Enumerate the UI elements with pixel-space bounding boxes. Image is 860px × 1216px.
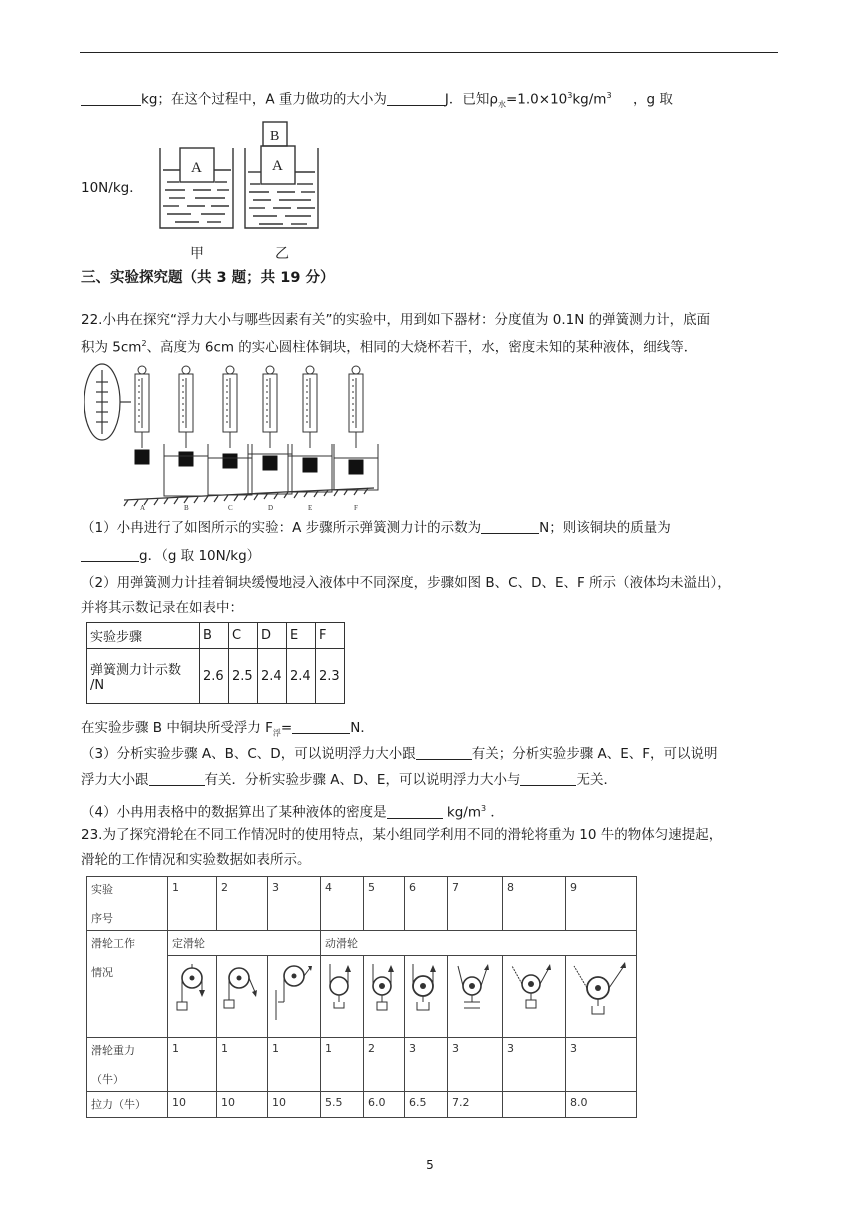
table-cell: 6.5: [405, 1092, 448, 1118]
pulley-icon: [409, 960, 439, 1030]
pulley-diagram-cell: [217, 956, 268, 1038]
table-row: [87, 649, 345, 704]
pulley-diagram-cell: [448, 956, 503, 1038]
block-a-label: A: [191, 160, 202, 176]
step-label: C: [228, 504, 233, 512]
answer-blank: [292, 719, 350, 734]
pulley-diagram-cell: [364, 956, 405, 1038]
section-heading: 三、实验探究题（共 3 题；共 19 分）: [81, 270, 335, 286]
caption-jia: 甲: [190, 247, 204, 262]
spring-scale: [164, 366, 208, 496]
spring-scale: [135, 366, 149, 464]
table-cell: 动滑轮: [321, 931, 637, 956]
table-row: [87, 1092, 637, 1118]
table-cell: 3: [448, 1038, 503, 1092]
table-cell: 2.4: [287, 649, 316, 704]
pulley-icon: [507, 960, 555, 1030]
table-cell: 5: [364, 877, 405, 931]
q23-intro-line1: 23.为了探究滑轮在不同工作情况时的使用特点，某小组同学利用不同的滑轮将重为 10 牛的物体匀速提起，: [81, 827, 723, 843]
pulley-icon: [570, 960, 628, 1030]
table-row: [87, 956, 637, 1038]
step-label: D: [268, 504, 274, 512]
table-cell: 5.5: [321, 1092, 364, 1118]
pulley-diagram-cell: [321, 956, 364, 1038]
q22-p3-line2: 浮力大小跟 有关．分析实验步骤 A、D、E，可以说明浮力大小与 无关．: [81, 772, 617, 788]
table-header-cell: 弹簧测力计示数 /N: [87, 649, 200, 704]
table-cell: 7.2: [448, 1092, 503, 1118]
q22-data-table: [86, 622, 345, 704]
table-cell: 1: [217, 1038, 268, 1092]
table-cell: 4: [321, 877, 364, 931]
table-row: [87, 623, 345, 649]
pulley-icon: [172, 960, 208, 1030]
table-cell: [503, 1092, 566, 1118]
pulley-icon: [368, 960, 398, 1030]
answer-blank: [387, 91, 445, 106]
step-label: E: [308, 504, 313, 512]
table-cell: E: [287, 623, 316, 649]
answer-blank: [481, 519, 539, 534]
q22-intro-line1: 22.小冉在探究“浮力大小与哪些因素有关”的实验中，用到如下器材：分度值为 0.1N 的弹簧测力计，底面: [81, 312, 711, 328]
q23-intro-line2: 滑轮的工作情况和实验数据如表所示。: [81, 852, 311, 868]
table-header-cell: 实验 序号: [87, 877, 168, 931]
block-a2-label: A: [272, 158, 283, 174]
table-cell: 2: [364, 1038, 405, 1092]
answer-blank: [81, 547, 139, 562]
table-cell: 2: [217, 877, 268, 931]
caption-yi: 乙: [275, 247, 289, 262]
answer-blank: [81, 91, 141, 106]
table-cell: 2.3: [316, 649, 345, 704]
table-cell: 3: [503, 1038, 566, 1092]
table-cell: 8.0: [566, 1092, 637, 1118]
q21-line2: 10N/kg．: [81, 180, 143, 196]
table-header-cell: 拉力（牛）: [87, 1092, 168, 1118]
pulley-diagram-cell: [405, 956, 448, 1038]
table-cell: 1: [268, 1038, 321, 1092]
step-label: A: [140, 504, 146, 512]
ground: [124, 488, 374, 506]
pulley-diagram-cell: [168, 956, 217, 1038]
table-cell: 2.5: [229, 649, 258, 704]
table-cell: 10: [268, 1092, 321, 1118]
table-cell: 10: [168, 1092, 217, 1118]
answer-blank: [387, 804, 443, 819]
table-cell: 2.6: [200, 649, 229, 704]
table-cell: 1: [321, 1038, 364, 1092]
container-yi: [245, 122, 318, 228]
table-cell: 8: [503, 877, 566, 931]
table-cell: F: [316, 623, 345, 649]
table-cell: 1: [168, 1038, 217, 1092]
spring-scale: [334, 366, 378, 490]
step-label: F: [354, 504, 358, 512]
q22-p1-line2: g．（g 取 10N/kg）: [81, 546, 260, 566]
pulley-diagram-cell: [503, 956, 566, 1038]
q22-p2-line1: （2）用弹簧测力计挂着铜块缓慢地浸入液体中不同深度，步骤如图 B、C、D、E、F 所示（液体均未溢出），: [81, 575, 731, 591]
table-cell: 6.0: [364, 1092, 405, 1118]
pulley-icon: [221, 960, 257, 1030]
answer-blank: [149, 771, 205, 786]
table-row: [87, 931, 637, 956]
q22-p4: （4）小冉用表格中的数据算出了某种液体的密度是 $kg/m^3$ ．: [81, 804, 504, 821]
table-cell: D: [258, 623, 287, 649]
q21-line1: kg；在这个过程中，A 重力做功的大小为 J．已知$\rho_水=1.0\times 10^3kg/m^3$ ，g 取: [81, 86, 673, 115]
table-cell: 3: [405, 1038, 448, 1092]
table-cell: 定滑轮: [168, 931, 321, 956]
table-row: [87, 877, 637, 931]
table-row: [87, 1038, 637, 1092]
table-cell: B: [200, 623, 229, 649]
magnified-scale-callout: [84, 364, 131, 440]
spring-scale: [288, 366, 332, 492]
header-rule: [80, 52, 778, 53]
q22-intro-line2: 积为 $5cm^2$、高度为 6cm 的实心圆柱体铜块，相同的大烧杯若干，水，密度未知的某种液体，细线等．: [81, 339, 698, 356]
q22-p2-line3: 在实验步骤 B 中铜块所受浮力 $F_浮= N$．: [81, 720, 374, 738]
table-cell: C: [229, 623, 258, 649]
page-number: 5: [426, 1158, 434, 1172]
table-cell: 1: [168, 877, 217, 931]
pulley-icon: [325, 960, 355, 1030]
table-header-cell: 滑轮工作 情况: [87, 931, 168, 1038]
q22-p3-line1: （3）分析实验步骤 A、B、C、D，可以说明浮力大小跟 有关；分析实验步骤 A、E、F，可以说明: [81, 746, 718, 762]
table-cell: 6: [405, 877, 448, 931]
table-header-cell: 滑轮重力 （牛）: [87, 1038, 168, 1092]
table-cell: 3: [566, 1038, 637, 1092]
table-cell: 10: [217, 1092, 268, 1118]
table-cell: 2.4: [258, 649, 287, 704]
q22-p1-line1: （1）小冉进行了如图所示的实验：A 步骤所示弹簧测力计的示数为 N；则该铜块的质量为: [81, 520, 671, 536]
pulley-diagram-cell: [268, 956, 321, 1038]
pulley-icon: [452, 960, 492, 1030]
table-cell: 9: [566, 877, 637, 931]
answer-blank: [416, 745, 472, 760]
spring-scale: [248, 366, 292, 494]
block-b-label: B: [270, 129, 280, 144]
pulley-icon: [272, 960, 312, 1030]
table-cell: 3: [268, 877, 321, 931]
beaker-figure: [155, 118, 325, 264]
table-header-cell: 实验步骤: [87, 623, 200, 649]
step-label: B: [184, 504, 189, 512]
spring-scale: [208, 366, 252, 495]
pulley-diagram-cell: [566, 956, 637, 1038]
table-cell: 7: [448, 877, 503, 931]
spring-scale-figure: [84, 362, 384, 514]
answer-blank: [520, 771, 576, 786]
q22-p2-line2: 并将其示数记录在如表中：: [81, 600, 243, 616]
pulley-table: [86, 876, 637, 1118]
